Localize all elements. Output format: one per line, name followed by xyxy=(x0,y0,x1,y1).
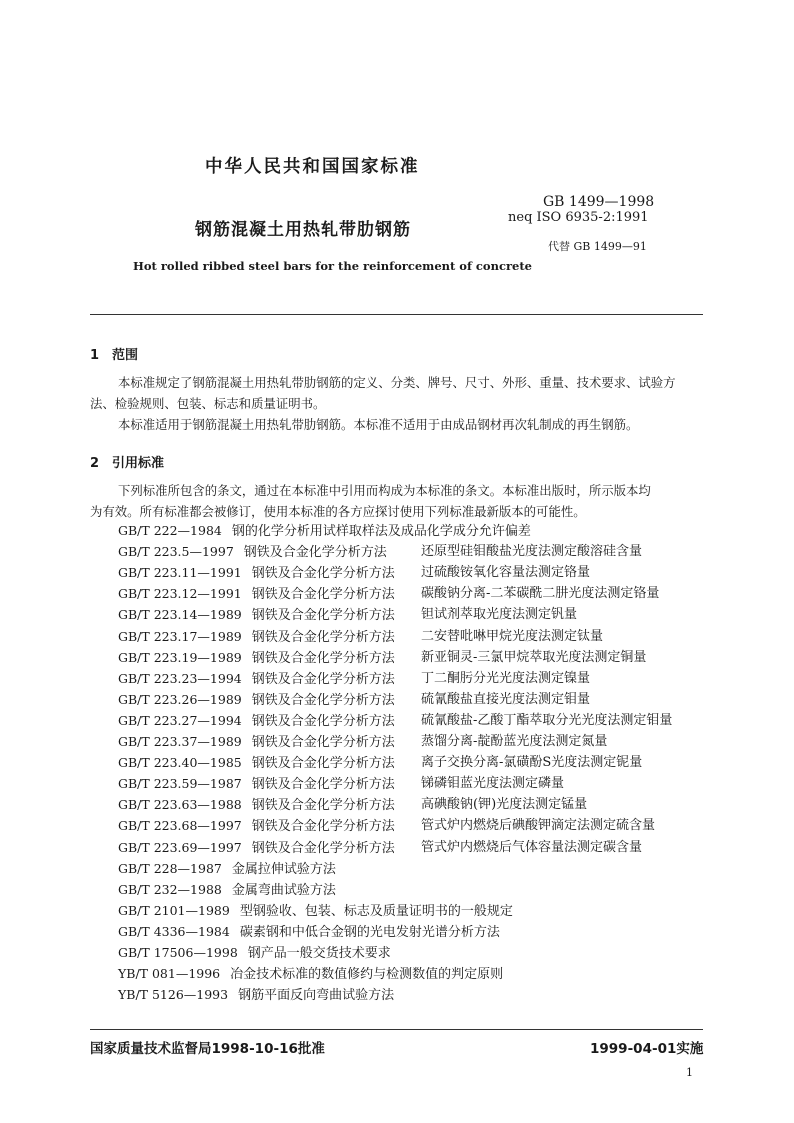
section-2-heading: 2 引用标准 xyxy=(90,456,165,471)
reference-title: 钢铁及合金化学分析方法 xyxy=(251,608,395,624)
standard-number: GB 1499—1998 xyxy=(543,194,655,210)
reference-item xyxy=(118,670,591,688)
section-2-intro-line-1: 下列标准所包含的条文，通过在本标准中引用而构成为本标准的条文。本标准出版时，所示版本均 xyxy=(118,483,651,498)
reference-item xyxy=(118,839,643,857)
reference-title: 钢铁及合金化学分析方法 xyxy=(251,587,395,603)
reference-method: 锑磷钼蓝光度法测定磷量 xyxy=(421,776,565,792)
footer-divider xyxy=(90,1029,703,1030)
reference-item xyxy=(118,861,336,878)
reference-title: 金属拉伸试验方法 xyxy=(231,861,336,877)
reference-code: GB/T 223.26—1989 xyxy=(118,691,242,707)
reference-title: 钢铁及合金化学分析方法 xyxy=(251,735,395,750)
reference-method: 碳酸钠分离-二苯碳酰二肼光度法测定铬量 xyxy=(421,586,660,602)
reference-item xyxy=(118,818,656,835)
section-1-para-1-line-1: 本标准规定了钢筋混凝土用热轧带肋钢筋的定义、分类、牌号、尺寸、外形、重量、技术要求、试验方 xyxy=(118,375,676,390)
reference-title: 碳素钢和中低合金钢的光电发射光谱分析方法 xyxy=(239,924,500,940)
reference-item xyxy=(118,544,643,561)
reference-title: 钢铁及合金化学分析方法 xyxy=(251,692,395,708)
reference-method: 硫氰酸盐-乙酸丁酯萃取分光光度法测定钼量 xyxy=(421,712,673,728)
section-1-para-1 xyxy=(90,372,704,414)
reference-item xyxy=(118,649,647,667)
reference-code: GB/T 223.12—1991 xyxy=(118,586,242,602)
implementation-date: 1999-04-01实施 xyxy=(590,1041,704,1057)
reference-item xyxy=(118,712,673,730)
reference-item xyxy=(118,903,513,920)
approval-statement: 国家质量技术监督局1998-10-16批准 xyxy=(90,1041,325,1057)
reference-title: 钢的化学分析用试样取样法及成品化学成分允许偏差 xyxy=(231,524,531,539)
reference-title: 钢铁及合金化学分析方法 xyxy=(251,777,395,793)
reference-title: 钢产品一般交货技术要求 xyxy=(247,946,391,961)
reference-item xyxy=(118,797,588,814)
reference-item xyxy=(118,987,394,1004)
section-2-intro-line-2: 为有效。所有标准都会被修订，使用本标准的各方应探讨使用下列标准最新版本的可能性。 xyxy=(90,504,586,519)
reference-item xyxy=(118,565,591,582)
header-divider xyxy=(90,314,703,315)
reference-method: 钽试剂萃取光度法测定钒量 xyxy=(421,607,578,623)
reference-item xyxy=(118,734,608,751)
reference-method: 高碘酸钠(钾)光度法测定锰量 xyxy=(421,797,588,813)
reference-code: GB/T 223.63—1988 xyxy=(118,797,242,813)
page-number: 1 xyxy=(686,1066,693,1079)
reference-item xyxy=(118,966,503,983)
document-title-en: Hot rolled ribbed steel bars for the reinforcement of concrete xyxy=(133,259,532,273)
reference-title: 钢铁及合金化学分析方法 xyxy=(251,713,395,729)
section-1-para-1-line-2: 法、检验规则、包装、标志和质量证明书。 xyxy=(90,396,326,411)
reference-title: 钢铁及合金化学分析方法 xyxy=(251,840,395,856)
reference-method: 丁二酮肟分光光度法测定镍量 xyxy=(421,670,591,686)
reference-item xyxy=(118,945,391,962)
reference-code: GB/T 223.40—1985 xyxy=(118,755,242,771)
section-1-para-2 xyxy=(90,414,704,435)
reference-item xyxy=(118,523,531,540)
reference-code: GB/T 17506—1998 xyxy=(118,945,238,960)
reference-code: GB/T 228—1987 xyxy=(118,860,222,876)
replaces-standard: 代替 GB 1499—91 xyxy=(548,240,647,253)
reference-title: 钢筋平面反向弯曲试验方法 xyxy=(238,988,395,1004)
reference-item xyxy=(118,776,565,793)
reference-item xyxy=(118,628,604,646)
reference-code: GB/T 2101—1989 xyxy=(118,902,230,918)
reference-method: 管式炉内燃烧后气体容量法测定碳含量 xyxy=(421,839,643,855)
reference-title: 钢铁及合金化学分析方法 xyxy=(251,756,395,772)
reference-code: GB/T 223.37—1989 xyxy=(118,734,242,749)
reference-code: GB/T 223.14—1989 xyxy=(118,607,242,623)
reference-method: 离子交换分离-氯磺酚S光度法测定铌量 xyxy=(421,755,643,771)
reference-code: GB/T 223.59—1987 xyxy=(118,776,242,792)
reference-title: 冶金技术标准的数值修约与检测数值的判定原则 xyxy=(230,967,504,983)
reference-code: GB/T 232—1988 xyxy=(118,881,222,897)
reference-code: GB/T 223.5—1997 xyxy=(118,544,234,560)
reference-title: 钢铁及合金化学分析方法 xyxy=(251,819,395,835)
reference-code: GB/T 223.68—1997 xyxy=(118,818,242,834)
reference-method: 过硫酸铵氧化容量法测定铬量 xyxy=(421,565,591,581)
reference-method: 新亚铜灵-三氯甲烷萃取光度法测定铜量 xyxy=(421,649,647,665)
reference-title: 型钢验收、包装、标志及质量证明书的一般规定 xyxy=(239,903,513,919)
reference-code: GB/T 223.27—1994 xyxy=(118,712,242,728)
reference-method: 管式炉内燃烧后碘酸钾滴定法测定硫含量 xyxy=(421,818,656,834)
section-1-para-2-line-1: 本标准适用于钢筋混凝土用热轧带肋钢筋。本标准不适用于由成品钢材再次轧制成的再生钢筋。 xyxy=(118,417,639,432)
reference-title: 钢铁及合金化学分析方法 xyxy=(251,798,395,814)
reference-title: 钢铁及合金化学分析方法 xyxy=(251,671,395,687)
reference-method: 硫氰酸盐直接光度法测定钼量 xyxy=(421,691,591,707)
reference-title: 金属弯曲试验方法 xyxy=(231,882,336,898)
section-2-intro xyxy=(90,480,704,522)
reference-code: GB/T 4336—1984 xyxy=(118,923,230,939)
national-standard-title: 中华人民共和国国家标准 xyxy=(205,157,420,177)
reference-code: GB/T 223.69—1997 xyxy=(118,839,242,855)
reference-title: 钢铁及合金化学分析方法 xyxy=(243,545,387,561)
reference-method: 蒸馏分离-靛酚蓝光度法测定氮量 xyxy=(421,734,608,749)
reference-item xyxy=(118,586,660,603)
iso-equivalence: neq ISO 6935-2:1991 xyxy=(508,210,649,225)
reference-method: 还原型硅钼酸盐光度法测定酸溶硅含量 xyxy=(421,544,643,560)
reference-method: 二安替吡啉甲烷光度法测定钛量 xyxy=(421,628,604,644)
reference-title: 钢铁及合金化学分析方法 xyxy=(251,629,395,645)
reference-item xyxy=(118,755,643,772)
reference-code: GB/T 223.17—1989 xyxy=(118,628,242,644)
reference-code: GB/T 222—1984 xyxy=(118,523,222,538)
document-title-cn: 钢筋混凝土用热轧带肋钢筋 xyxy=(195,220,411,240)
reference-title: 钢铁及合金化学分析方法 xyxy=(251,650,395,666)
reference-code: YB/T 5126—1993 xyxy=(118,987,229,1003)
reference-code: GB/T 223.19—1989 xyxy=(118,649,242,665)
reference-item xyxy=(118,691,591,709)
reference-item xyxy=(118,882,336,899)
reference-code: YB/T 081—1996 xyxy=(118,966,221,982)
reference-item xyxy=(118,924,500,941)
reference-title: 钢铁及合金化学分析方法 xyxy=(251,566,395,582)
reference-item xyxy=(118,607,578,624)
section-1-heading: 1 范围 xyxy=(90,348,139,363)
reference-code: GB/T 223.11—1991 xyxy=(118,565,242,581)
reference-code: GB/T 223.23—1994 xyxy=(118,670,242,686)
